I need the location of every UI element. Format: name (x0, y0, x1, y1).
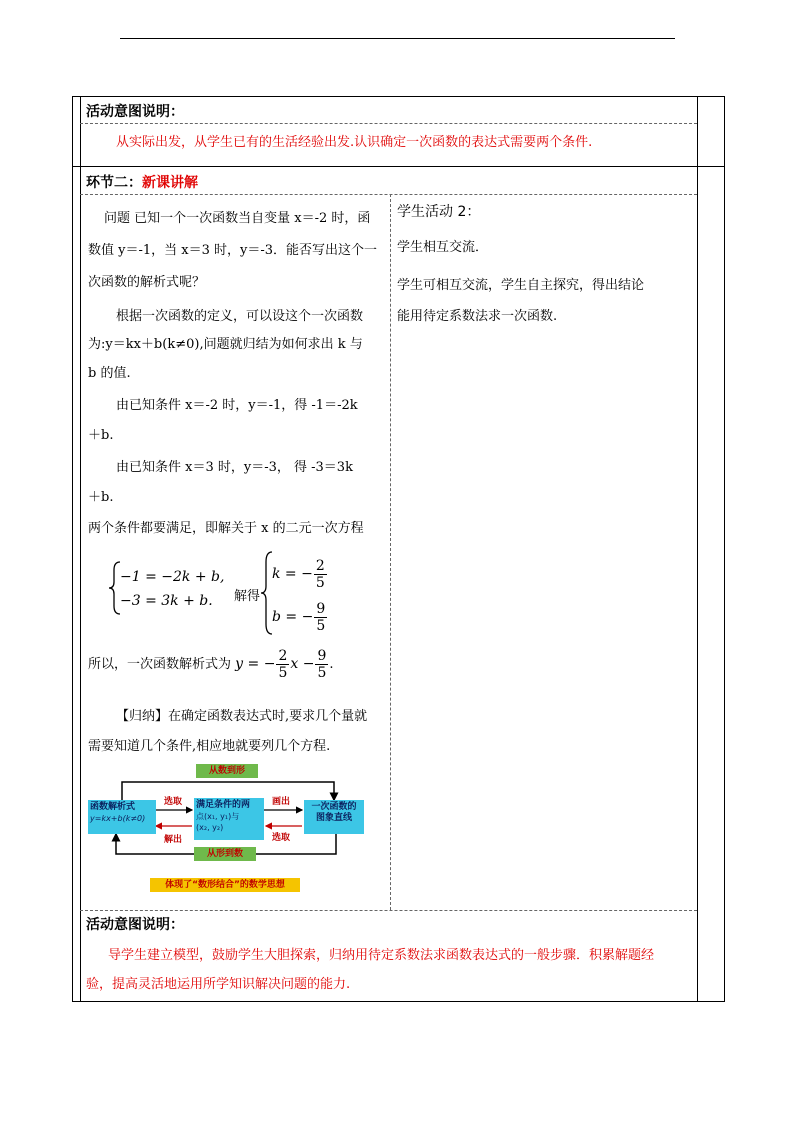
section3-text-2: 验，提高灵活地运用所学知识解决问题的能力. (86, 977, 351, 992)
box3-line-1: 一次函数的 (311, 802, 357, 812)
solution-b-den: 5 (316, 617, 326, 634)
system-equation-2: −3 = 3k + b. (120, 593, 213, 609)
result-y: y = − (235, 656, 276, 672)
box-two-points (194, 798, 264, 840)
box1-line-1: 函数解析式 (90, 802, 136, 812)
solution-b (272, 600, 328, 634)
result-prefix: 所以，一次函数解析式为 (88, 657, 232, 672)
right-text-1: 学生相互交流． (397, 240, 489, 255)
box2-line-1: 满足条件的两 (196, 800, 251, 810)
condition1-line-2: ＋b. (88, 428, 114, 443)
result-den-2: 5 (317, 665, 327, 681)
right-text-2b: 能用待定系数法求一次函数. (397, 309, 558, 324)
solution-b-num: 9 (316, 600, 326, 617)
solution-k-den: 5 (315, 574, 325, 591)
solution-b-lhs: b = − (272, 609, 314, 625)
section2-prefix: 环节二： (86, 175, 142, 191)
equation-intro: 两个条件都要满足，即解关于 x 的二元一次方程 (88, 521, 364, 536)
box1-line-2: y=kx+b(k≠0) (90, 814, 146, 823)
box-linear-graph (304, 800, 364, 834)
solution-k-lhs: k = − (272, 566, 313, 582)
solution-b-fraction (314, 601, 327, 634)
solve-word: 解得 (234, 589, 261, 604)
section2-heading (86, 172, 198, 192)
problem-line-3: 次函数的解析式呢？ (88, 275, 206, 290)
solution-k (272, 557, 328, 591)
section2-title: 新课讲解 (142, 175, 198, 191)
right-heading: 学生活动 2： (397, 204, 481, 220)
box-function-expression (88, 800, 156, 834)
problem-line-1: 问题 已知一个一次函数当自变量 x＝-2 时，函 (104, 211, 371, 226)
label-select-2: 选取 (272, 830, 290, 843)
box3-line-2: 图象直线 (315, 813, 352, 823)
label-draw: 画出 (272, 794, 290, 807)
section1-heading: 活动意图说明： (86, 104, 184, 120)
section3-heading: 活动意图说明： (86, 917, 184, 933)
box2-line-2: 点(x₁, y₁)与 (196, 812, 240, 821)
definition-line-1: 根据一次函数的定义，可以设这个一次函数 (116, 309, 364, 324)
header-rule (120, 38, 675, 39)
tag-number-to-shape: 从数到形 (196, 764, 258, 778)
result-den-1: 5 (278, 665, 288, 681)
result-num-2: 9 (317, 648, 327, 664)
condition2-line-2: ＋b. (88, 490, 114, 505)
section1-text: 从实际出发，从学生已有的生活经验出发.认识确定一次函数的表达式需要两个条件. (116, 135, 593, 150)
box2-line-3: (x₂, y₂) (196, 823, 224, 832)
solution-k-fraction (314, 558, 327, 591)
result-end: . (329, 657, 334, 672)
label-select-1: 选取 (164, 794, 182, 807)
result-num-1: 2 (278, 648, 288, 664)
summary-line-2: 需要知道几个条件,相应地就要列几个方程. (88, 739, 331, 754)
result-fraction-1 (276, 648, 289, 681)
summary-line-1: 【归纳】在确定函数表达式时,要求几个量就 (116, 709, 368, 724)
right-text-2a: 学生可相互交流，学生自主探究，得出结论 (397, 278, 645, 293)
condition2-line-1: 由已知条件 x＝3 时，y＝-3， 得 -3＝3k (116, 460, 353, 475)
problem-line-2: 数值 y＝-1，当 x＝3 时，y＝-3．能否写出这个一 (88, 243, 378, 258)
condition1-line-1: 由已知条件 x＝-2 时，y＝-1，得 -1＝-2k (116, 398, 358, 413)
solution-k-num: 2 (315, 557, 325, 574)
label-solve: 解出 (164, 832, 182, 845)
result-fraction-2 (315, 648, 328, 681)
diagram-caption: 体现了“数形结合”的数学思想 (150, 878, 300, 892)
result-mid: x − (290, 656, 315, 672)
section3-text-1: 导学生建立模型，鼓励学生大胆探索，归纳用待定系数法求函数表达式的一般步骤．积累解题经 (108, 948, 655, 963)
definition-line-2: 为:y＝kx＋b(k≠0),问题就归结为如何求出 k 与 (88, 337, 363, 352)
system-equation-1: −1 = −2k + b, (120, 569, 225, 585)
result-line (88, 647, 334, 682)
definition-line-3: b 的值. (88, 366, 131, 381)
tag-shape-to-number: 从形到数 (194, 847, 256, 861)
